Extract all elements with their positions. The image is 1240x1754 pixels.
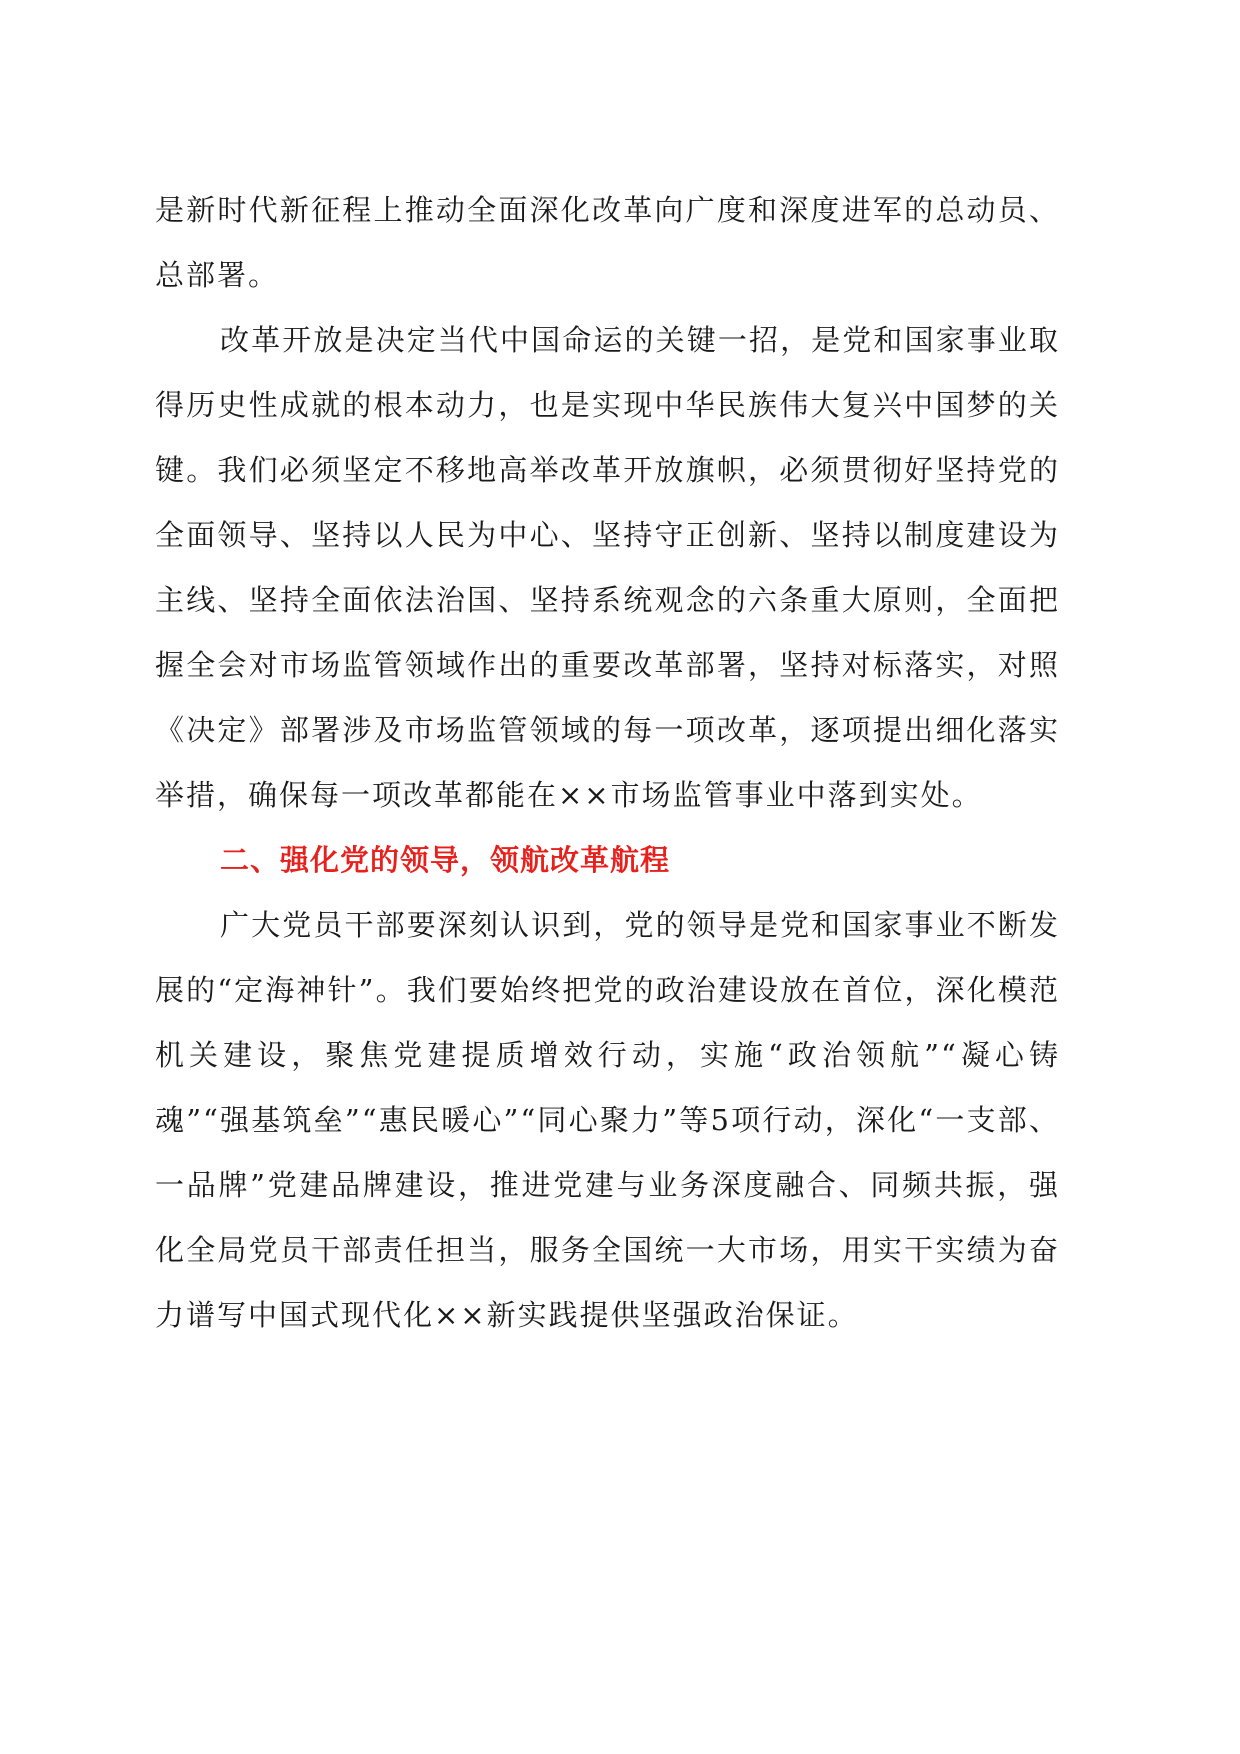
section-heading: 二、强化党的领导，领航改革航程 <box>220 843 671 877</box>
document-body <box>155 178 1060 1348</box>
paragraph-continuation: 是新时代新征程上推动全面深化改革向广度和深度进军的总动员、总部署。 <box>155 193 1060 292</box>
paragraph-reform-opening: 改革开放是决定当代中国命运的关键一招，是党和国家事业取得历史性成就的根本动力，也是实现中华民族伟大复兴中国梦的关键。我们必须坚定不移地高举改革开放旗帜，必须贯彻好坚持党的全面领导、坚持以人民为中心、坚持守正创新、坚持以制度建设为主线、坚持全面依法治国、坚持系统观念的六条重大原则，全面把握全会对市场监管领域作出的重要改革部署，坚持对标落实，对照《决定》部署涉及市场监管领域的每一项改革，逐项提出细化落实举措，确保每一项改革都能在××市场监管事业中落到实处。 <box>155 323 1060 812</box>
paragraph-party-leadership: 广大党员干部要深刻认识到，党的领导是党和国家事业不断发展的“定海神针”。我们要始终把党的政治建设放在首位，深化模范机关建设，聚焦党建提质增效行动，实施“政治领航”“凝心铸魂”“强基筑垒”“惠民暖心”“同心聚力”等5项行动，深化“一支部、一品牌”党建品牌建设，推进党建与业务深度融合、同频共振，强化全局党员干部责任担当，服务全国统一大市场，用实干实绩为奋力谱写中国式现代化××新实践提供坚强政治保证。 <box>155 908 1060 1332</box>
